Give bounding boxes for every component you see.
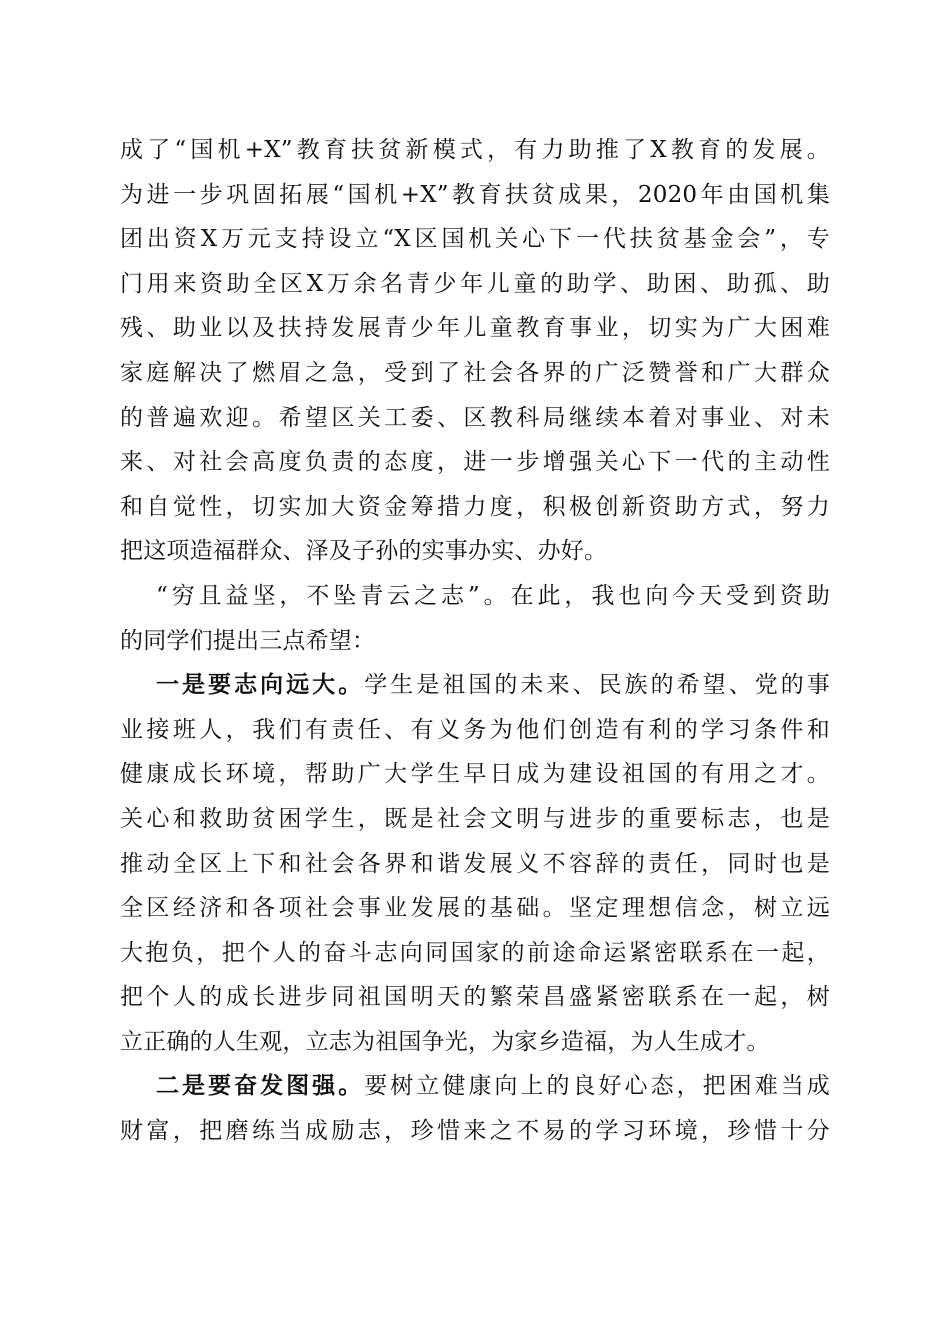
text-line: “穷且益坚，不坠青云之志”。在此，我也向今天受到资助 [156, 582, 830, 609]
paragraph-first-line [120, 1064, 830, 1109]
text-line: 来、对社会高度负责的态度，进一步增强关心下一代的主动性 [120, 449, 830, 476]
text-line: 为进一步巩固拓展“国机+X”教育扶贫成果，2020年由国机集 [120, 181, 830, 208]
text-line: 的普遍欢迎。希望区关工委、区教科局继续本着对事业、对未 [120, 404, 830, 431]
paragraph-heading: 二是要奋发图强。 [156, 1072, 365, 1100]
text-line: 成了“国机+X”教育扶贫新模式，有力助推了X教育的发展。 [120, 137, 830, 163]
text-line: 团出资X万元支持设立“X区国机关心下一代扶贫基金会”，专 [120, 226, 830, 253]
text-line: 家庭解决了燃眉之急，受到了社会各界的广泛赞誉和广大群众 [120, 359, 830, 386]
text-line: 全区经济和各项社会事业发展的基础。坚定理想信念，树立远 [120, 895, 830, 922]
text-line: 关心和救助贫困学生，既是社会文明与进步的重要标志，也是 [120, 805, 830, 832]
text-line: 残、助业以及扶持发展青少年儿童教育事业，切实为广大困难 [120, 315, 830, 342]
text-line: 业接班人，我们有责任、有义务为他们创造有利的学习条件和 [120, 716, 830, 743]
text-line: 财富，把磨练当成励志，珍惜来之不易的学习环境，珍惜十分 [120, 1118, 830, 1145]
text-line: 门用来资助全区X万余名青少年儿童的助学、助困、助孤、助 [120, 270, 830, 297]
text-line: 健康成长环境，帮助广大学生早日成为建设祖国的有用之才。 [120, 761, 830, 788]
text-line: 大抱负，把个人的奋斗志向同国家的前途命运紧密联系在一起， [120, 939, 830, 966]
text-line: 立正确的人生观，立志为祖国争光，为家乡造福，为人生成才。 [120, 1028, 770, 1055]
paragraph-text: 学生是祖国的未来、民族的希望、党的事 [364, 672, 830, 699]
text-line: 和自觉性，切实加大资金筹措力度，积极创新资助方式，努力 [120, 493, 830, 520]
text-line: 的同学们提出三点希望： [120, 627, 376, 654]
paragraph-first-line [120, 663, 830, 708]
text-line: 把这项造福群众、泽及子孙的实事办实、办好。 [120, 538, 608, 565]
text-line: 推动全区上下和社会各界和谐发展义不容辞的责任，同时也是 [120, 850, 830, 877]
text-line: 把个人的成长进步同祖国明天的繁荣昌盛紧密联系在一起，树 [120, 984, 830, 1011]
paragraph-text: 要树立健康向上的良好心态，把困难当成 [364, 1073, 830, 1100]
document-body [120, 128, 830, 1154]
paragraph-heading: 一是要志向远大。 [156, 671, 365, 699]
